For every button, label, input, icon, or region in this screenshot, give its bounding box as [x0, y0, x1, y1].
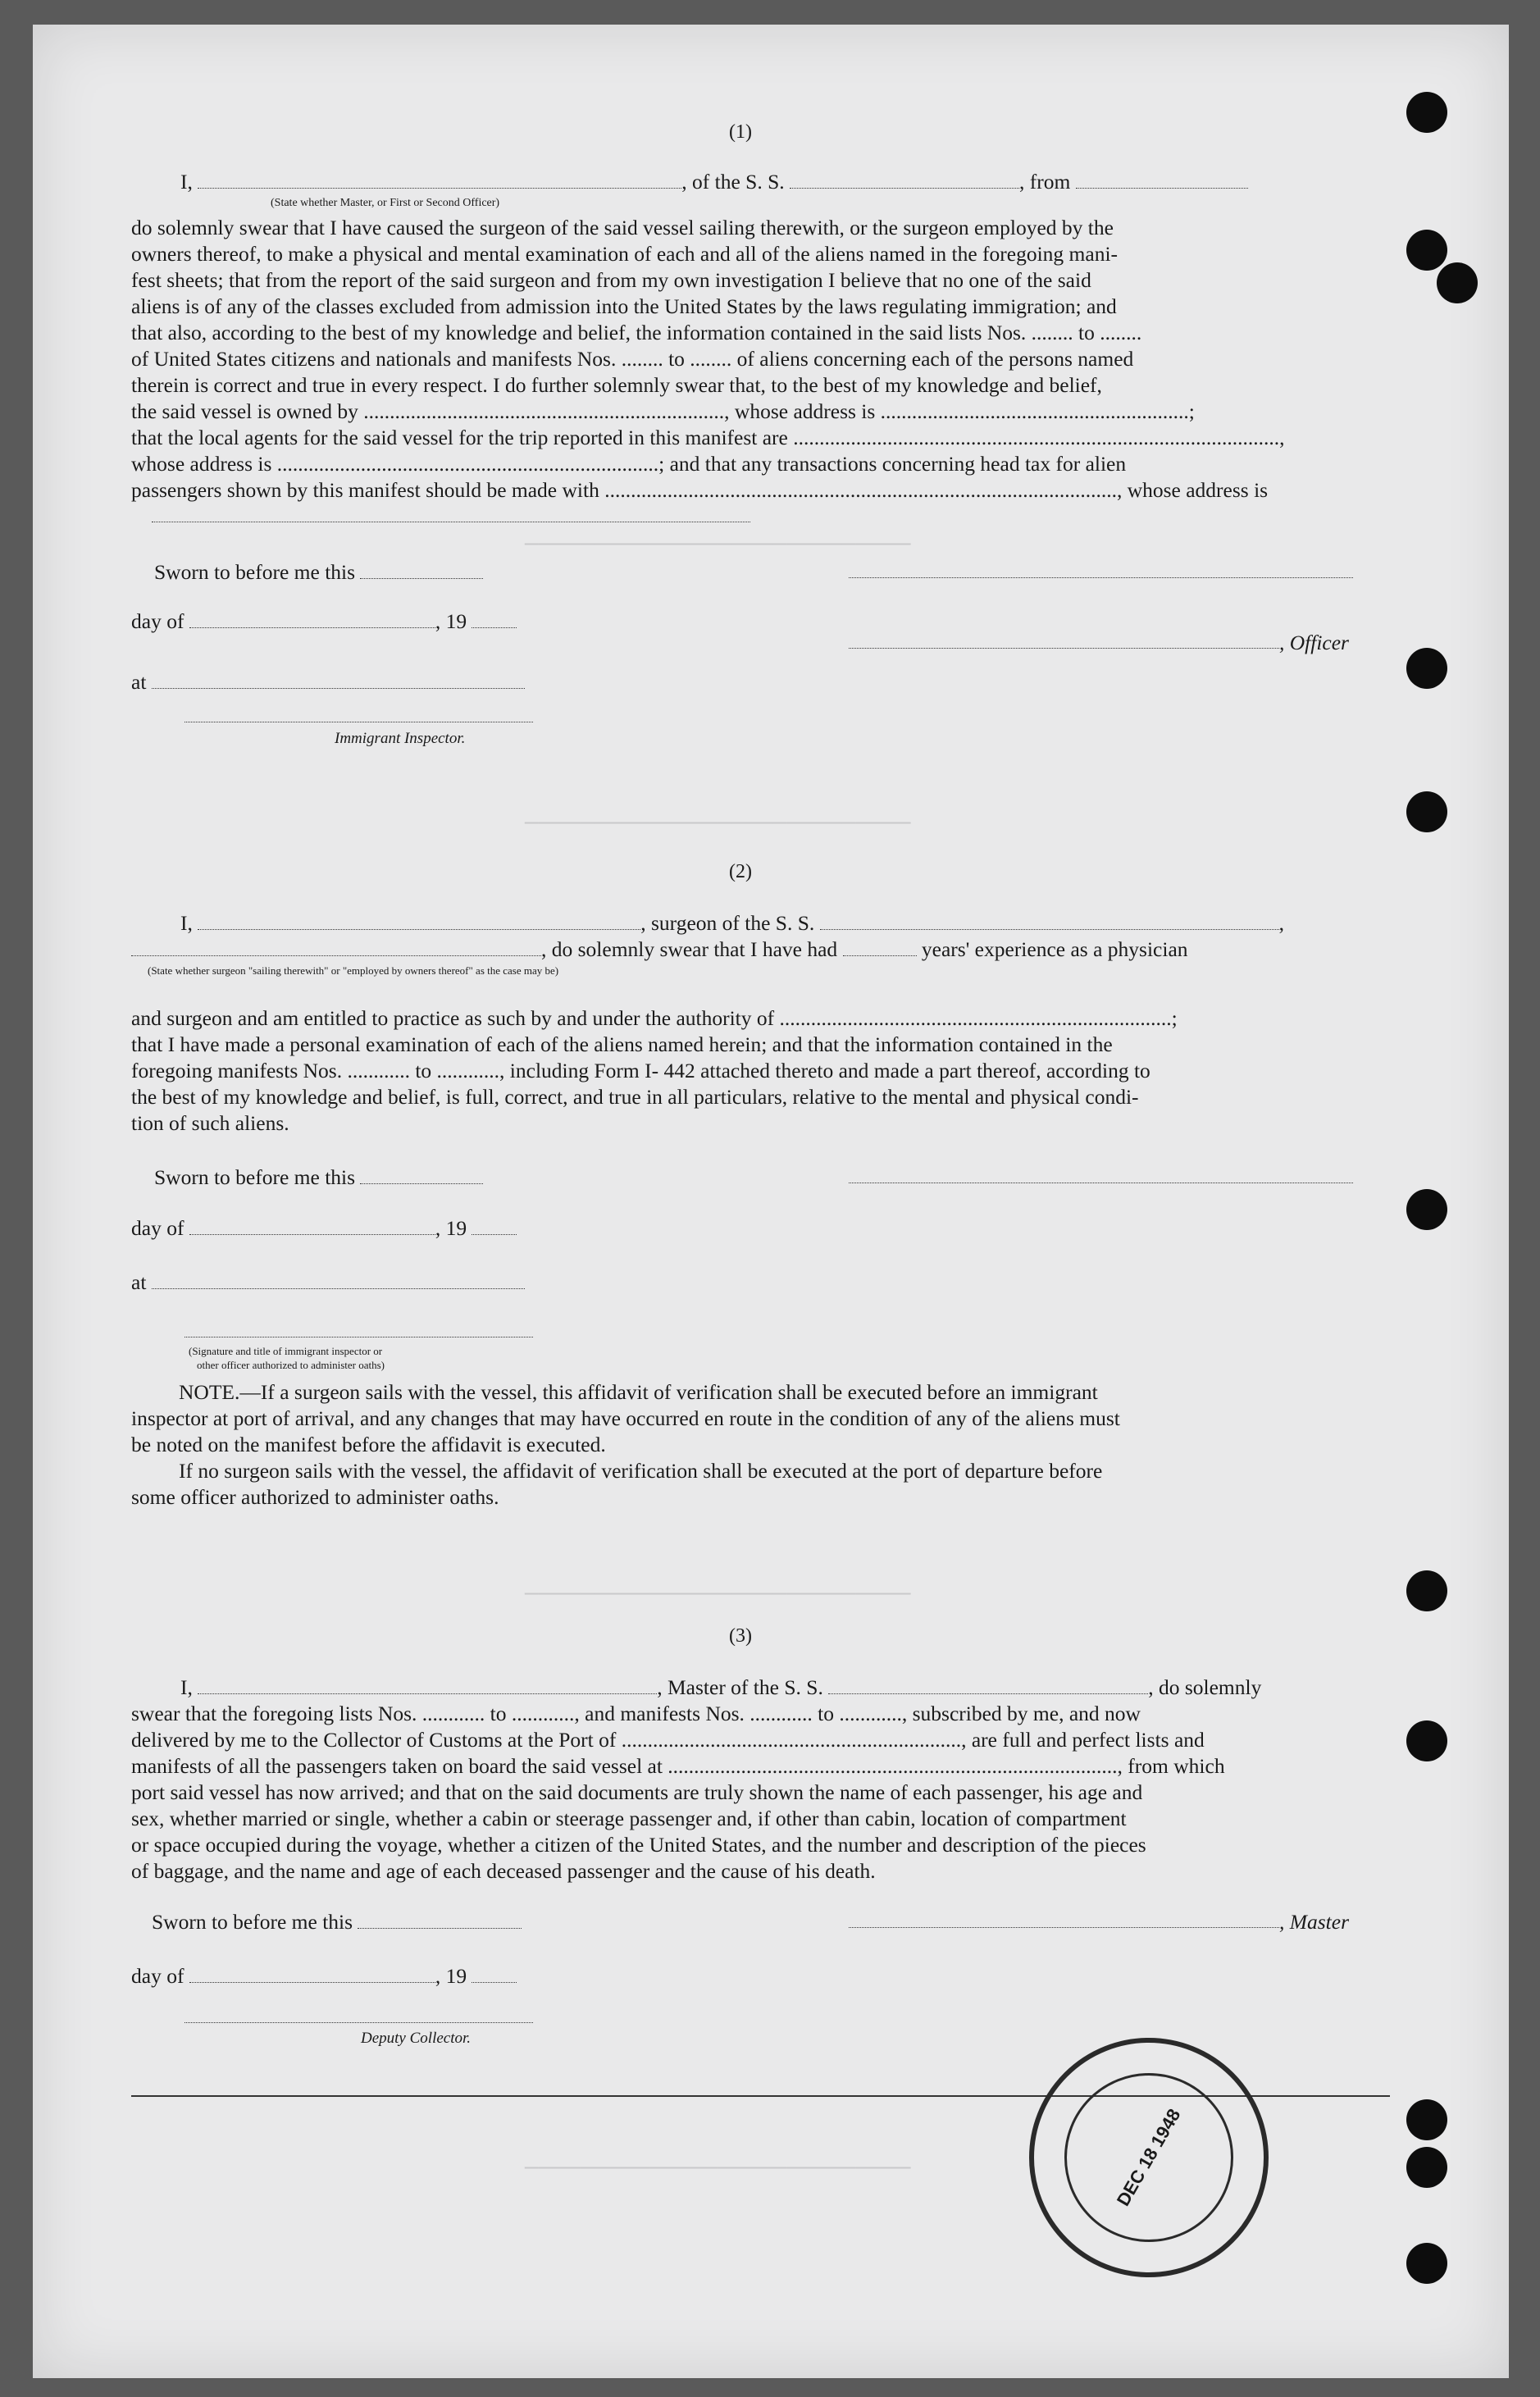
punch-hole	[1406, 230, 1447, 271]
s1-i: I,	[180, 170, 193, 194]
s2-body-line: and surgeon and am entitled to practice as such by and under the authority of ...........................................................................;	[131, 1006, 1178, 1030]
blank-field	[198, 1677, 657, 1694]
stamp-date: DEC 18 1948	[1112, 2105, 1185, 2210]
s2-dayof-label: day of	[131, 1216, 185, 1240]
s1-body-line: whose address is .........................................................................; and that any transactions concerning head tax for alien	[131, 452, 1127, 476]
punch-hole	[1406, 2147, 1447, 2188]
blank-field	[1076, 171, 1248, 189]
s2-line1: I, , surgeon of the S. S. ,	[180, 911, 1285, 935]
s3-year: , 19	[435, 1964, 467, 1988]
s1-at-label: at	[131, 670, 147, 694]
s3-dayof	[131, 1963, 517, 1989]
punch-hole	[1406, 1570, 1447, 1611]
s3-line1	[180, 1675, 1261, 1701]
s1-dayof-label: day of	[131, 609, 185, 633]
s2-line2	[131, 936, 1188, 963]
s1-body-line: fest sheets; that from the report of the said surgeon and from my own investigation I believe that no one of the said	[131, 268, 1091, 292]
s1-line1	[180, 169, 1248, 195]
s3-body-line: delivered by me to the Collector of Customs at the Port of ................................................................., are full and perfect lists and	[131, 1728, 1205, 1752]
s3-master-ss: , Master of the S. S.	[657, 1675, 823, 1699]
punch-hole	[1406, 1720, 1447, 1761]
s3-collector: Deputy Collector.	[361, 2030, 472, 2047]
s2-note-line: NOTE.—If a surgeon sails with the vessel, this affidavit of verification shall be executed before an immigrant	[179, 1380, 1098, 1404]
s1-body-line: aliens is of any of the classes excluded from admission into the United States by the laws regulating immigration; and	[131, 294, 1117, 318]
blank-field	[198, 913, 640, 930]
show-through-text: ────────────────────────────	[525, 1583, 911, 1608]
s1-officer-line	[849, 648, 1279, 649]
s1-body-line: therein is correct and true in every respect. I do further solemnly swear that, to the best of my knowledge and belief,	[131, 373, 1102, 397]
blank-field	[360, 1167, 483, 1184]
s2-note-line: inspector at port of arrival, and any changes that may have occurred en route in the condition of any of the aliens must	[131, 1406, 1120, 1430]
s3-body-line: or space occupied during the voyage, whether a citizen of the United States, and the number and description of the pieces	[131, 1833, 1146, 1857]
s2-sworn	[154, 1164, 483, 1191]
s2-note-line: be noted on the manifest before the affidavit is executed.	[131, 1433, 606, 1456]
blank-field	[152, 672, 525, 689]
show-through-text: ────────────────────────────	[525, 812, 911, 837]
s1-caption: (State whether Master, or First or Second Officer)	[271, 197, 500, 209]
punch-hole	[1437, 262, 1478, 303]
s1-body-line: that also, according to the best of my knowledge and belief, the information contained in the said lists Nos. ........ to ........	[131, 321, 1142, 344]
s2-at	[131, 1269, 525, 1296]
s1-officer: , Officer	[1279, 631, 1349, 654]
show-through-text: ────────────────────────────	[525, 2157, 911, 2182]
s2-body-line: the best of my knowledge and belief, is full, correct, and true in all particulars, relative to the mental and physical condi-	[131, 1085, 1139, 1109]
s2-note-line: If no surgeon sails with the vessel, the affidavit of verification shall be executed at the port of departure before	[179, 1459, 1103, 1483]
s2-caption: (State whether surgeon "sailing therewith" or "employed by owners thereof" as the case may be)	[148, 964, 559, 977]
s3-i: I,	[180, 1675, 193, 1699]
s1-body-line: that the local agents for the said vessel for the trip reported in this manifest are .............................................................................................,	[131, 426, 1285, 449]
punch-hole	[1406, 791, 1447, 832]
s1-inspector: Immigrant Inspector.	[335, 730, 466, 747]
s2-swear: , do solemnly swear that I have had	[541, 937, 838, 961]
s1-body-line: owners thereof, to make a physical and mental examination of each and all of the aliens named in the foregoing mani-	[131, 242, 1119, 266]
s3-collector-line	[185, 2022, 533, 2023]
punch-hole	[1406, 92, 1447, 133]
section-1-number: (1)	[729, 121, 752, 143]
s2-surgeon-ss: , surgeon of the S. S.	[640, 911, 815, 935]
s2-years: years' experience as a physician	[921, 937, 1188, 961]
s3-swear: , do solemnly	[1148, 1675, 1262, 1699]
s3-body-line: of baggage, and the name and age of each deceased passenger and the cause of his death.	[131, 1859, 876, 1883]
blank-field	[189, 1966, 435, 1983]
show-through-text: ────────────────────────────	[525, 533, 911, 558]
s2-sworn-label: Sworn to before me this	[154, 1165, 356, 1189]
s3-body-line: swear that the foregoing lists Nos. ............ to ............, and manifests Nos. ............ to ............, subscribed by me, and now	[131, 1702, 1141, 1725]
s2-note-line: some officer authorized to administer oaths.	[131, 1485, 499, 1509]
blank-field	[131, 939, 541, 956]
s2-dayof	[131, 1215, 517, 1242]
blank-field	[358, 1912, 522, 1929]
s2-sig-caption-1: (Signature and title of immigrant inspector or	[189, 1345, 383, 1357]
blank-field	[790, 171, 1019, 189]
s1-body-line: do solemnly swear that I have caused the surgeon of the said vessel sailing therewith, or the surgeon employed by the	[131, 216, 1114, 239]
s3-body-line: sex, whether married or single, whether a cabin or steerage passenger and, if other than cabin, location of compartment	[131, 1807, 1127, 1830]
blank-field	[828, 1677, 1148, 1694]
blank-field	[198, 171, 681, 189]
s1-body-line: passengers shown by this manifest should be made with .................................................................................................., whose address is	[131, 478, 1269, 502]
s1-dayof	[131, 608, 517, 635]
s2-body-line: foregoing manifests Nos. ............ to ............, including Form I- 442 attached thereto and made a part thereof, according to	[131, 1059, 1150, 1082]
s1-sworn	[154, 559, 483, 586]
s2-i: I,	[180, 911, 193, 935]
blank-field	[360, 562, 483, 579]
blank-field	[472, 611, 517, 628]
s2-body-line: tion of such aliens.	[131, 1111, 289, 1135]
punch-hole	[1406, 1189, 1447, 1230]
s2-sig-caption-2: other officer authorized to administer oaths)	[197, 1359, 385, 1371]
s3-body-line: port said vessel has now arrived; and that on the said documents are truly shown the name of each passenger, his age and	[131, 1780, 1143, 1804]
s3-sworn	[152, 1909, 522, 1935]
form-page	[33, 25, 1509, 2378]
blank-field	[189, 1218, 435, 1235]
blank-field	[820, 913, 1279, 930]
section-3-number: (3)	[729, 1625, 752, 1647]
blank-field	[189, 611, 435, 628]
s2-at-label: at	[131, 1270, 147, 1294]
s1-officer-sig-line	[849, 577, 1353, 578]
punch-hole	[1406, 648, 1447, 689]
blank-field	[843, 939, 917, 956]
s2-year: , 19	[435, 1216, 467, 1240]
s1-body-line: of United States citizens and nationals and manifests Nos. ........ to ........ of aliens concerning each of the persons named	[131, 347, 1134, 371]
s2-body-line: that I have made a personal examination of each of the aliens named herein; and that the information contained in the	[131, 1032, 1113, 1056]
s3-dayof-label: day of	[131, 1964, 185, 1988]
blank-field	[472, 1218, 517, 1235]
s1-body-line: the said vessel is owned by ....................................................................., whose address is ...........................................................;	[131, 399, 1195, 423]
blank-field	[152, 1272, 525, 1289]
s1-at	[131, 669, 525, 695]
blank-field	[472, 1966, 517, 1983]
s1-sworn-label: Sworn to before me this	[154, 560, 356, 584]
punch-hole	[1406, 2243, 1447, 2284]
s1-year: , 19	[435, 609, 467, 633]
s3-master: , Master	[1279, 1910, 1349, 1934]
section-2-number: (2)	[729, 861, 752, 882]
s1-of-ss: , of the S. S.	[681, 170, 785, 194]
s3-master-line	[849, 1927, 1279, 1928]
punch-hole	[1406, 2099, 1447, 2140]
s3-sworn-label: Sworn to before me this	[152, 1910, 353, 1934]
s1-from: , from	[1019, 170, 1071, 194]
date-stamp	[1029, 2038, 1269, 2277]
s3-body-line: manifests of all the passengers taken on board the said vessel at ......................................................................................, from which	[131, 1754, 1225, 1778]
